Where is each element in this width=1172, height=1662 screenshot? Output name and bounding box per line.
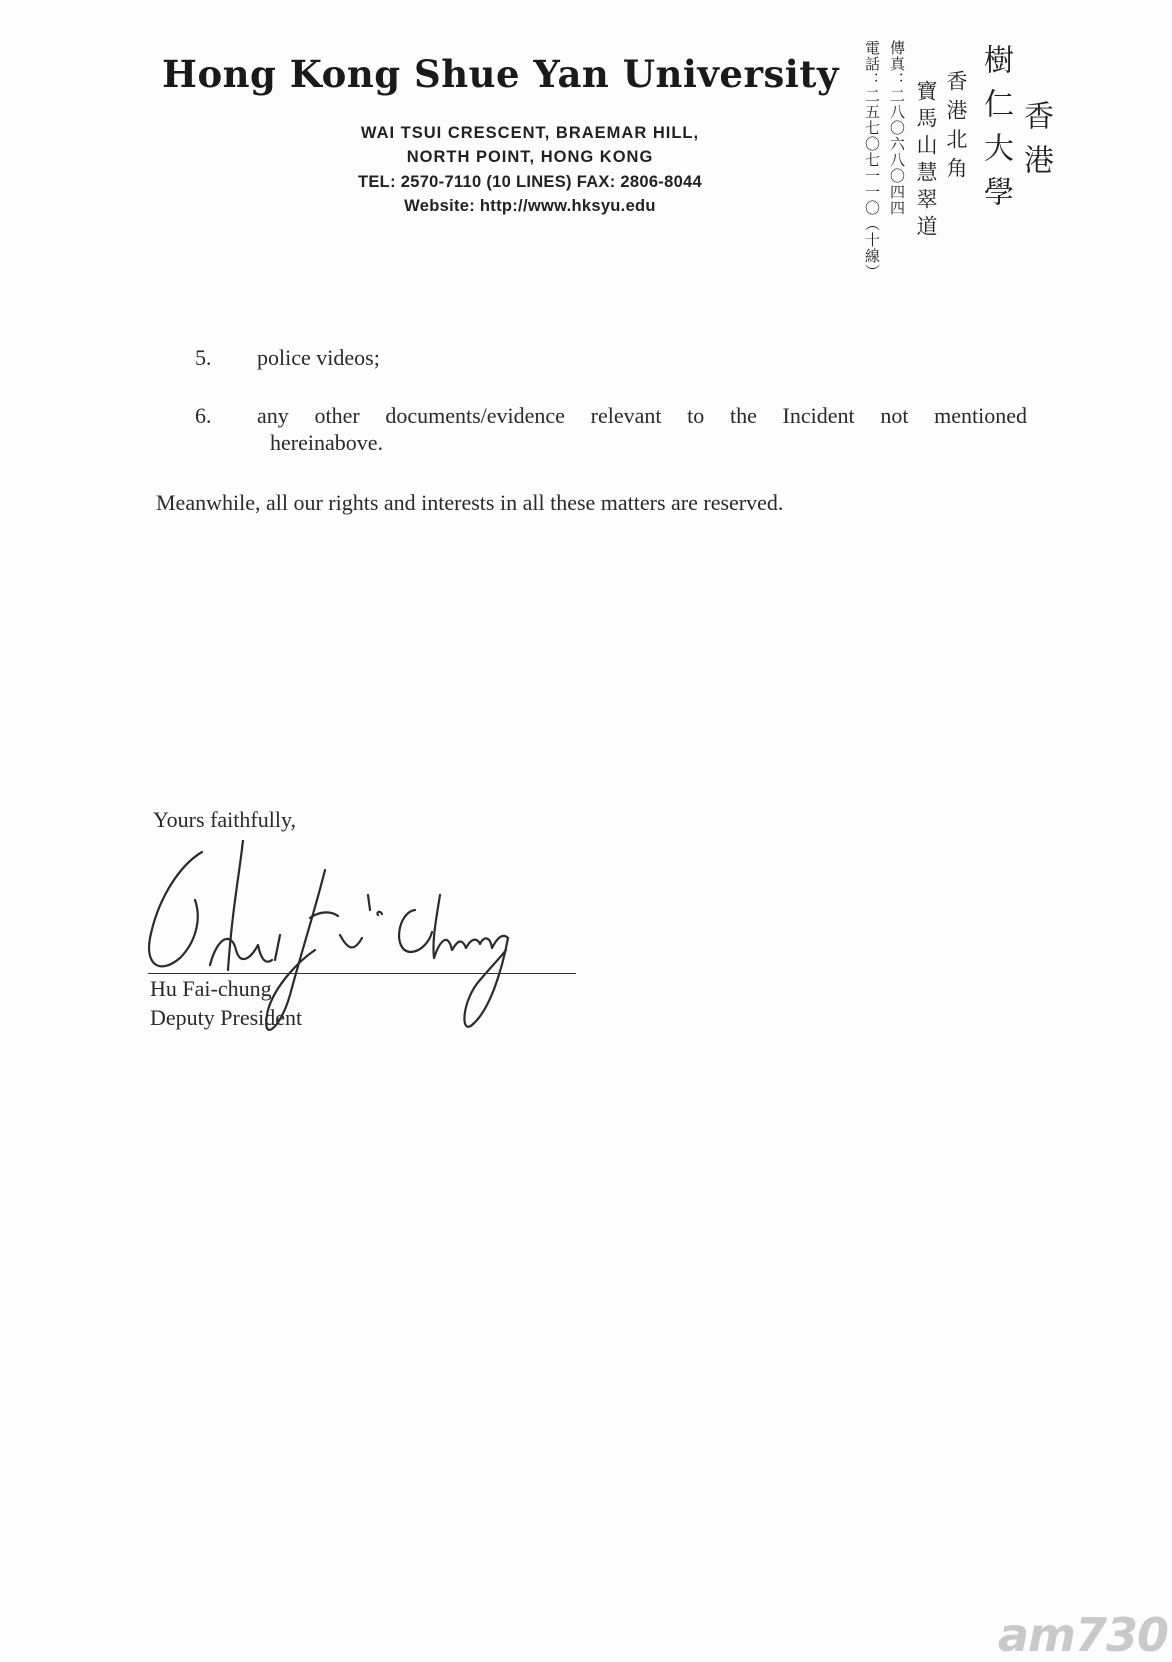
closing-salutation: Yours faithfully, (153, 807, 297, 832)
reservation-statement: Meanwhile, all our rights and interests in all these matters are reserved. (156, 490, 784, 515)
chinese-address-street: 寶馬山慧翠道 (914, 80, 938, 242)
signer-name: Hu Fai-chung (150, 976, 272, 1001)
university-name: Hong Kong Shue Yan University (162, 52, 839, 96)
chinese-address-district: 香港北角 (944, 70, 968, 186)
list-item-number-6: 6. (195, 403, 212, 428)
website-line: Website: http://www.hksyu.edu (404, 197, 656, 215)
address-line-1: WAI TSUI CRESCENT, BRAEMAR HILL, (360, 124, 700, 142)
contact-line: TEL: 2570-7110 (10 LINES) FAX: 2806-8044 (358, 173, 702, 191)
signature-line (148, 973, 576, 974)
list-item-text-6-continued: hereinabove. (270, 430, 383, 455)
list-item-text-6: any other documents/evidence relevant to the Incident not mentioned (257, 403, 1027, 428)
address-line-2: NORTH POINT, HONG KONG (406, 148, 654, 166)
signer-title: Deputy President (150, 1005, 303, 1030)
chinese-university-prefix: 香港 (1018, 100, 1053, 188)
chinese-fax: 傳真：二八〇六八〇四四 (888, 40, 906, 216)
list-item-number-5: 5. (195, 345, 212, 370)
chinese-phone: 電話：二五七〇七一一〇（十線） (863, 40, 881, 280)
watermark-logo: am730 (998, 1608, 1168, 1662)
chinese-university-name: 樹仁大學 (978, 44, 1013, 220)
list-item-text-5: police videos; (257, 345, 380, 370)
